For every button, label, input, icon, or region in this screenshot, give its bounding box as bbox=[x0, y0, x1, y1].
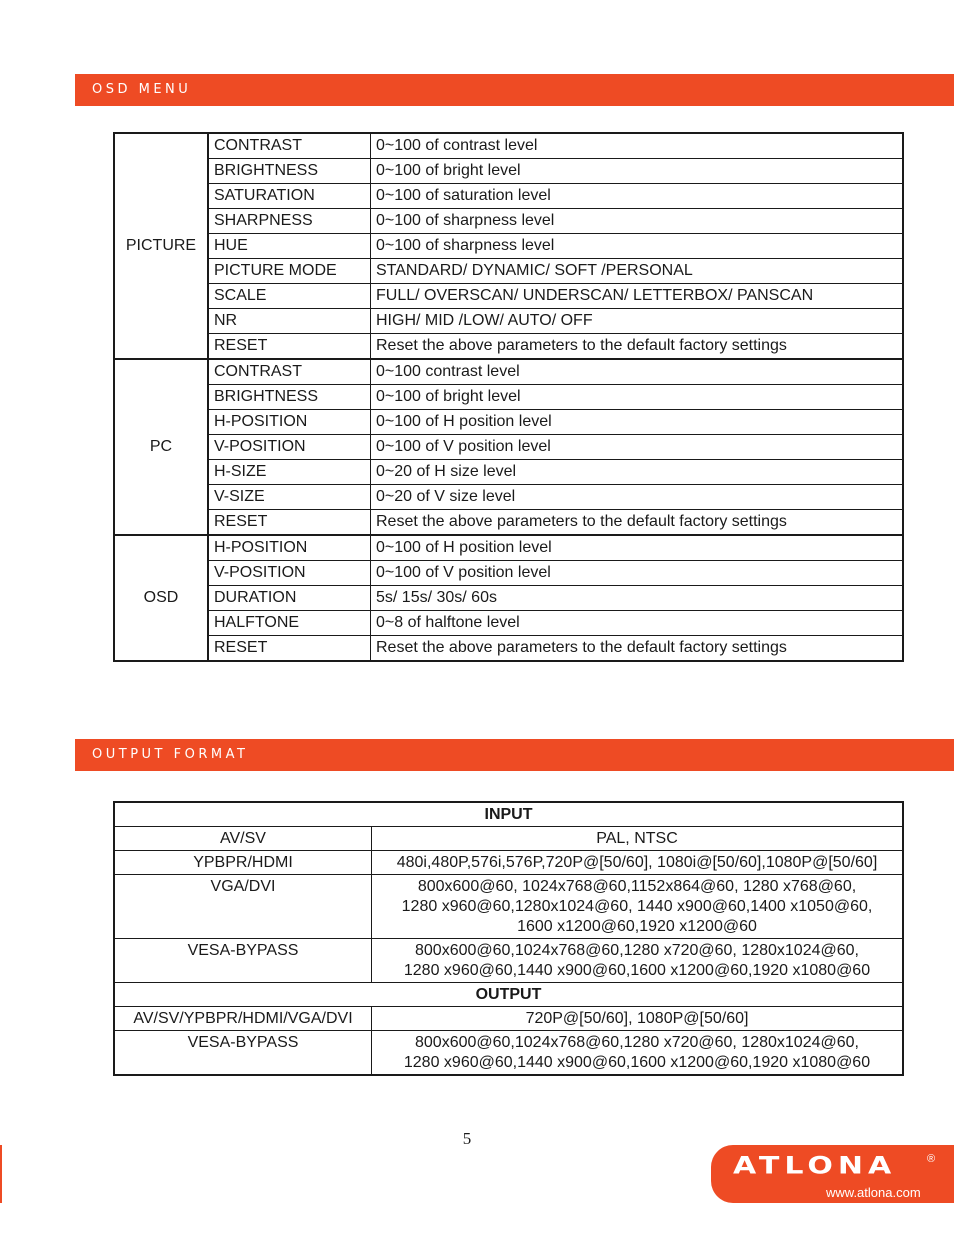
osd-menu-title: OSD MENU bbox=[92, 82, 192, 97]
format-table-row bbox=[114, 1007, 903, 1031]
output-format-section-header bbox=[75, 739, 954, 771]
osd-setting-description: STANDARD/ DYNAMIC/ SOFT /PERSONAL bbox=[371, 259, 904, 284]
osd-setting-description: 5s/ 15s/ 30s/ 60s bbox=[371, 586, 904, 611]
osd-table-row bbox=[114, 510, 903, 536]
output-format-title: OUTPUT FORMAT bbox=[92, 747, 249, 762]
website-link[interactable]: www.atlona.com bbox=[826, 1185, 921, 1200]
osd-setting-name: V-POSITION bbox=[208, 561, 371, 586]
osd-setting-name: SHARPNESS bbox=[208, 209, 371, 234]
osd-table-row bbox=[114, 410, 903, 435]
osd-table-row bbox=[114, 359, 903, 385]
format-resolution-line: 720P@[50/60], 1080P@[50/60] bbox=[525, 1010, 749, 1027]
format-resolution-line: 1600 x1200@60,1920 x1200@60 bbox=[517, 918, 757, 935]
page-edge-accent bbox=[0, 1145, 2, 1203]
osd-setting-description: 0~20 of H size level bbox=[371, 460, 904, 485]
format-resolution-line: 800x600@60,1024x768@60,1280 x720@60, 1280x1024@60, bbox=[415, 942, 859, 959]
registered-mark: ® bbox=[927, 1153, 936, 1165]
osd-setting-description: 0~100 of contrast level bbox=[371, 133, 904, 159]
osd-table-row bbox=[114, 586, 903, 611]
osd-setting-description: FULL/ OVERSCAN/ UNDERSCAN/ LETTERBOX/ PANSCAN bbox=[371, 284, 904, 309]
format-source: VESA-BYPASS bbox=[114, 1031, 372, 1076]
format-source: VESA-BYPASS bbox=[114, 939, 372, 983]
format-table-row bbox=[114, 1031, 903, 1076]
format-source: YPBPR/HDMI bbox=[114, 851, 372, 875]
osd-setting-name: HALFTONE bbox=[208, 611, 371, 636]
format-resolution-line: 480i,480P,576i,576P,720P@[50/60], 1080i@[50/60],1080P@[50/60] bbox=[396, 854, 878, 871]
osd-setting-description: 0~100 of V position level bbox=[371, 435, 904, 460]
osd-setting-description: 0~100 of H position level bbox=[371, 535, 904, 561]
osd-table-row bbox=[114, 259, 903, 284]
format-resolution-line: 800x600@60,1024x768@60,1280 x720@60, 1280x1024@60, bbox=[415, 1034, 859, 1051]
format-source: AV/SV bbox=[114, 827, 372, 851]
osd-setting-name: BRIGHTNESS bbox=[208, 159, 371, 184]
output-header: OUTPUT bbox=[114, 983, 903, 1007]
osd-table-row bbox=[114, 385, 903, 410]
format-resolution-line: 1280 x960@60,1440 x900@60,1600 x1200@60,1920 x1080@60 bbox=[403, 962, 871, 979]
osd-table-row bbox=[114, 435, 903, 460]
format-resolutions bbox=[372, 875, 904, 939]
format-resolutions bbox=[372, 939, 904, 983]
osd-setting-description: 0~100 of sharpness level bbox=[371, 209, 904, 234]
input-header-row bbox=[114, 802, 903, 827]
osd-setting-description: HIGH/ MID /LOW/ AUTO/ OFF bbox=[371, 309, 904, 334]
osd-group-label: PICTURE bbox=[114, 133, 208, 359]
osd-setting-name: DURATION bbox=[208, 586, 371, 611]
osd-group-label: PC bbox=[114, 359, 208, 535]
osd-table-row bbox=[114, 159, 903, 184]
format-resolution-line: 1280 x960@60,1440 x900@60,1600 x1200@60,1920 x1080@60 bbox=[403, 1054, 871, 1071]
osd-setting-description: Reset the above parameters to the default factory settings bbox=[371, 636, 904, 662]
format-resolutions bbox=[372, 851, 904, 875]
osd-setting-name: H-POSITION bbox=[208, 410, 371, 435]
osd-setting-description: 0~100 contrast level bbox=[371, 359, 904, 385]
format-source: AV/SV/YPBPR/HDMI/VGA/DVI bbox=[114, 1007, 372, 1031]
osd-table-row bbox=[114, 234, 903, 259]
format-resolution-line: 800x600@60, 1024x768@60,1152x864@60, 1280 x768@60, bbox=[417, 878, 857, 895]
format-resolutions bbox=[372, 827, 904, 851]
format-table-row bbox=[114, 827, 903, 851]
osd-setting-description: Reset the above parameters to the default factory settings bbox=[371, 510, 904, 536]
format-source: VGA/DVI bbox=[114, 875, 372, 939]
osd-setting-name: H-SIZE bbox=[208, 460, 371, 485]
osd-setting-name: SCALE bbox=[208, 284, 371, 309]
osd-setting-description: 0~100 of sharpness level bbox=[371, 234, 904, 259]
osd-setting-name: NR bbox=[208, 309, 371, 334]
osd-setting-name: RESET bbox=[208, 334, 371, 360]
osd-table-row bbox=[114, 561, 903, 586]
osd-setting-name: PICTURE MODE bbox=[208, 259, 371, 284]
osd-setting-description: 0~100 of V position level bbox=[371, 561, 904, 586]
osd-table-row bbox=[114, 485, 903, 510]
format-table-row bbox=[114, 939, 903, 983]
format-resolution-line: PAL, NTSC bbox=[596, 830, 678, 847]
osd-setting-description: 0~100 of bright level bbox=[371, 385, 904, 410]
osd-table-row bbox=[114, 334, 903, 360]
osd-setting-name: RESET bbox=[208, 510, 371, 536]
format-table-row bbox=[114, 851, 903, 875]
output-format-table bbox=[113, 801, 904, 1076]
osd-table-row bbox=[114, 535, 903, 561]
osd-setting-description: 0~100 of bright level bbox=[371, 159, 904, 184]
osd-menu-section-header bbox=[75, 74, 954, 106]
osd-setting-name: V-POSITION bbox=[208, 435, 371, 460]
osd-setting-description: Reset the above parameters to the default factory settings bbox=[371, 334, 904, 360]
osd-menu-table bbox=[113, 132, 904, 662]
osd-setting-name: CONTRAST bbox=[208, 133, 371, 159]
output-header-row bbox=[114, 983, 903, 1007]
osd-setting-name: BRIGHTNESS bbox=[208, 385, 371, 410]
osd-table-row bbox=[114, 460, 903, 485]
osd-setting-name: SATURATION bbox=[208, 184, 371, 209]
format-resolutions bbox=[372, 1031, 904, 1076]
osd-setting-name: CONTRAST bbox=[208, 359, 371, 385]
osd-group-label: OSD bbox=[114, 535, 208, 661]
osd-setting-name: H-POSITION bbox=[208, 535, 371, 561]
format-resolution-line: 1280 x960@60,1280x1024@60, 1440 x900@60,1400 x1050@60, bbox=[401, 898, 873, 915]
osd-table-row bbox=[114, 611, 903, 636]
osd-setting-description: 0~100 of saturation level bbox=[371, 184, 904, 209]
brand-logo-text: ATLONA bbox=[733, 1152, 897, 1180]
osd-setting-description: 0~100 of H position level bbox=[371, 410, 904, 435]
osd-table-row bbox=[114, 284, 903, 309]
format-table-row bbox=[114, 875, 903, 939]
osd-table-row bbox=[114, 309, 903, 334]
osd-setting-name: RESET bbox=[208, 636, 371, 662]
input-header: INPUT bbox=[114, 802, 903, 827]
osd-setting-description: 0~8 of halftone level bbox=[371, 611, 904, 636]
osd-setting-name: HUE bbox=[208, 234, 371, 259]
osd-table-row bbox=[114, 209, 903, 234]
osd-setting-description: 0~20 of V size level bbox=[371, 485, 904, 510]
osd-table-row bbox=[114, 636, 903, 662]
osd-setting-name: V-SIZE bbox=[208, 485, 371, 510]
osd-table-row bbox=[114, 133, 903, 159]
format-resolutions bbox=[372, 1007, 904, 1031]
osd-table-row bbox=[114, 184, 903, 209]
page-number: 5 bbox=[462, 1129, 472, 1148]
